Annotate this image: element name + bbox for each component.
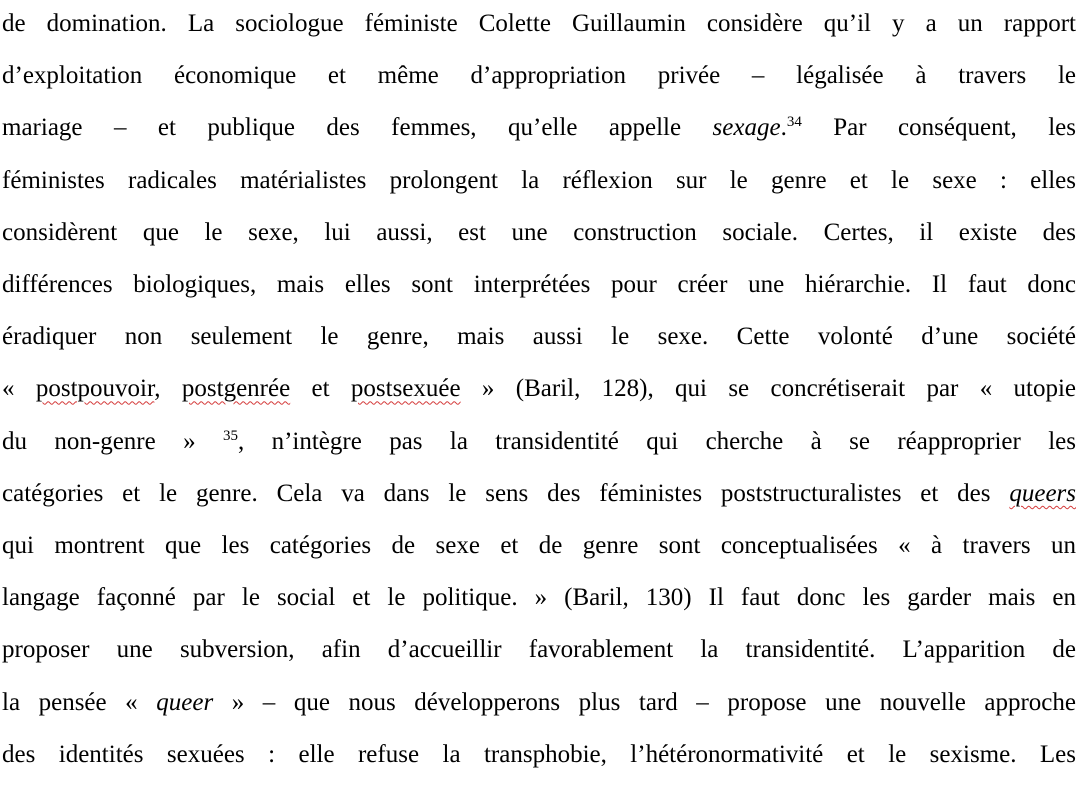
text-line [2, 6, 1076, 42]
text-run: la pensée « [2, 688, 157, 716]
text-line [2, 58, 1076, 94]
italic-term: sexage [712, 114, 781, 142]
text-run: éradiquer non seulement le genre, mais aussi le sexe. Cette volonté d’une société [2, 323, 1076, 351]
text-line [2, 110, 1076, 146]
footnote-ref: 35 [222, 427, 238, 444]
text-line [2, 424, 1076, 460]
text-run: du non-genre » [2, 427, 223, 455]
text-run: des identités sexuées : elle refuse la transphobie, l’hétéronormativité et le sexisme. Les [2, 740, 1076, 768]
text-line [2, 319, 1076, 355]
text-line [2, 580, 1076, 616]
text-run: d’exploitation économique et même d’appropriation privée – légalisée à travers le [2, 62, 1076, 90]
text-line [2, 632, 1076, 668]
text-run: proposer une subversion, afin d’accueillir favorablement la transidentité. L’apparition de [2, 636, 1076, 664]
text-run: Par conséquent, les [801, 114, 1077, 142]
text-line [2, 163, 1076, 199]
text-line [2, 476, 1076, 512]
text-run: considèrent que le sexe, lui aussi, est une construction sociale. Certes, il existe des [2, 218, 1076, 246]
text-run: langage façonné par le social et le politique. » (Baril, 130) Il faut donc les garder mais en [2, 584, 1076, 612]
text-run: qui montrent que les catégories de sexe et de genre sont conceptualisées « à travers un [2, 532, 1076, 559]
text-run: « [2, 375, 36, 403]
text-run: , n’intègre pas la transidentité qui cherche à se réapproprier les [237, 427, 1077, 455]
text-line [2, 737, 1076, 773]
text-run: , [154, 375, 182, 403]
spellcheck-word: postsexuée [350, 375, 461, 403]
text-run: mariage – et publique des femmes, qu’elle appelle [2, 114, 713, 142]
text-run: . [780, 114, 787, 142]
spellcheck-word: postpouvoir [35, 375, 155, 403]
text-line [2, 371, 1076, 407]
text-run: féministes radicales matérialistes prolongent la réflexion sur le genre et le sexe : elles [2, 166, 1076, 194]
text-run: différences biologiques, mais elles sont interprétées pour créer une hiérarchie. Il faut donc [2, 271, 1076, 298]
text-line [2, 267, 1076, 303]
text-line [2, 685, 1076, 721]
footnote-ref: 34 [786, 114, 802, 131]
text-run: » – que nous développerons plus tard – propose une nouvelle approche [213, 688, 1076, 716]
text-run: et [290, 375, 351, 403]
italic-term: queer [156, 688, 214, 716]
text-run: » (Baril, 128), qui se concrétiserait par « utopie [460, 375, 1077, 403]
text-run: catégories et le genre. Cela va dans le sens des féministes poststructuralistes et des [2, 479, 1010, 507]
spellcheck-word: postgenrée [181, 375, 291, 403]
text-run: de domination. La sociologue féministe Colette Guillaumin considère qu’il y a un rapport [2, 10, 1076, 37]
text-line [2, 528, 1076, 564]
spellcheck-italic-term: queers [1009, 479, 1076, 507]
text-line [2, 215, 1076, 251]
